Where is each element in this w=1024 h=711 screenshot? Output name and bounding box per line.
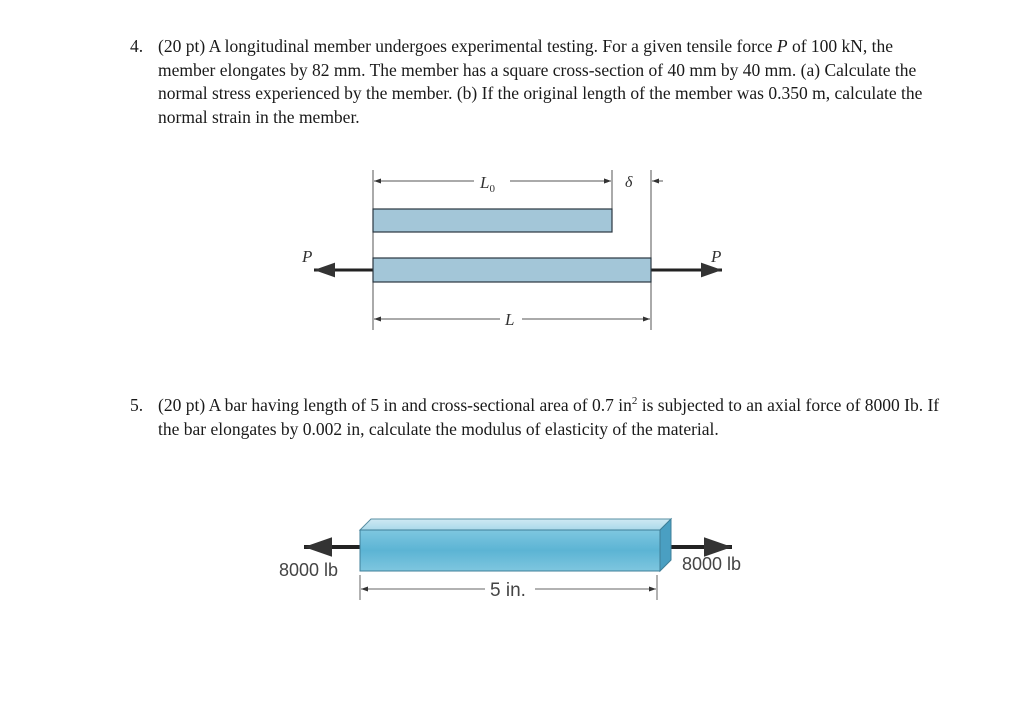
label-delta: δ [625, 174, 633, 191]
label-L: L [505, 310, 515, 329]
length-label: 5 in. [490, 580, 526, 601]
problem-5-text-b: is subjected to an axial force of 8000 Ib. If the bar elongates by 0.002 in, calculate the modulus of elasticity of the material. [158, 395, 940, 439]
problem-4-number: 4. [130, 36, 144, 56]
bar-front-face [360, 530, 660, 571]
label-P-right: P [711, 247, 722, 266]
problem-4-text-b: of 100 kN, the member elongates by 82 mm. The member has a square cross-section of 40 mm by 40 mm. (a) Calculate the normal stress experienced by the member. (b) If the original length of the member was 0.350 m, calculate the normal strain in the member. [158, 36, 923, 127]
problem-5-points: (20 pt) [158, 395, 206, 415]
problem-4-text-a: A longitudinal member undergoes experimental testing. For a given tensile force [208, 36, 773, 56]
label-P-left: P [302, 247, 313, 266]
bar-top-face [360, 519, 671, 530]
problem-4-points: (20 pt) [158, 36, 206, 56]
problem-5-superscript: 2 [631, 395, 638, 407]
problem-5-text-a: A bar having length of 5 in and cross-sectional area of 0.7 in [208, 395, 632, 415]
force-label-right: 8000 lb [682, 554, 742, 574]
label-L0: $L_0$ [480, 173, 495, 195]
force-label-left: 8000 lb [279, 560, 339, 580]
problem-4-force-symbol: P [776, 36, 788, 56]
problem-5-number: 5. [130, 395, 144, 415]
